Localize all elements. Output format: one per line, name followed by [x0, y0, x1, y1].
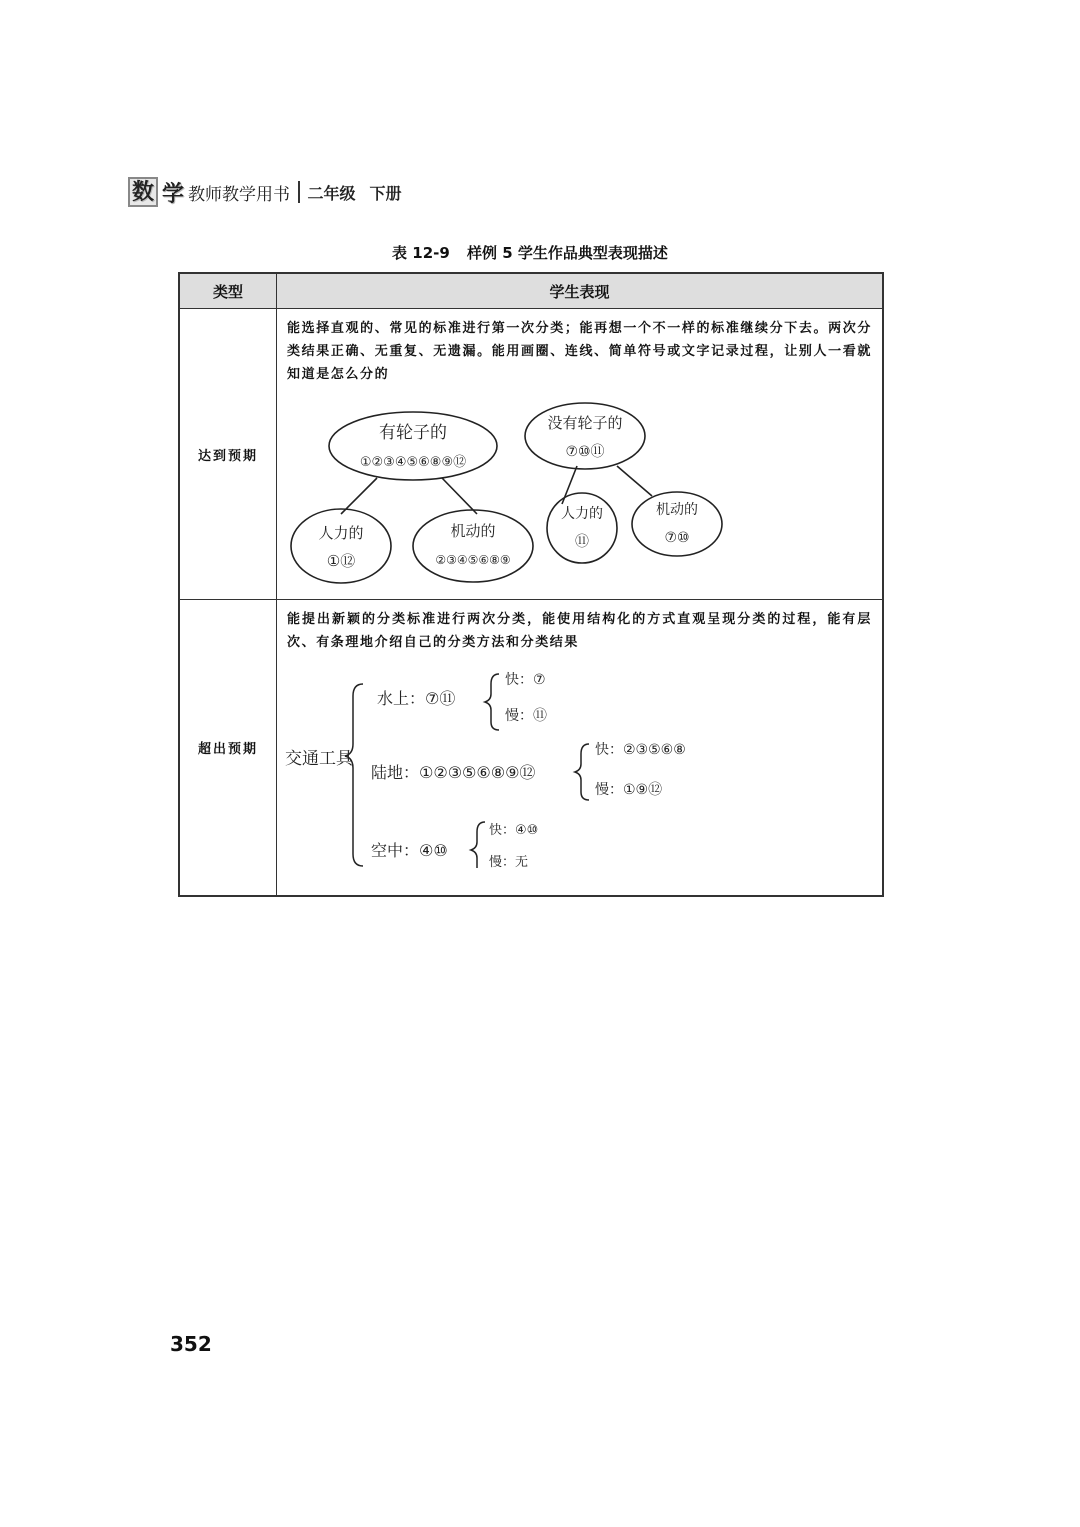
- items-no-wheels: ⑦⑩⑪: [565, 444, 605, 460]
- page-number: 352: [170, 1332, 212, 1356]
- label-air-slow: 慢：无: [489, 855, 529, 870]
- volume-label: 下册: [369, 183, 402, 203]
- subject-char-2: 学: [162, 180, 185, 207]
- subject-char-1: 数: [128, 177, 158, 207]
- row-description: 能选择直观的、常见的标准进行第一次分类；能再想一个不一样的标准继续分下去。两次分类结果正确、无重复、无遗漏。能用画圈、连线、简单符号或文字记录过程，让别人一看就知道是怎么分的: [287, 321, 872, 382]
- label-land-fast: 快：②③⑤⑥⑧: [595, 742, 686, 758]
- label-motorized-b: 机动的: [656, 502, 698, 518]
- table-row: [179, 309, 883, 600]
- label-water-slow: 慢：⑪: [505, 708, 547, 724]
- table-row: [179, 600, 883, 896]
- label-transport-root: 交通工具: [285, 749, 353, 769]
- performance-cell: [277, 309, 884, 600]
- classification-tree-drawing: [277, 386, 877, 586]
- table-number: 表 12-9: [392, 244, 450, 262]
- brace-classification-drawing: [277, 654, 877, 874]
- performance-cell: [277, 600, 884, 896]
- label-has-wheels: 有轮子的: [379, 423, 447, 443]
- label-air: 空中：④⑩: [371, 841, 448, 860]
- table-header-row: [179, 273, 883, 309]
- items-motorized-a: ②③④⑤⑥⑧⑨: [435, 553, 511, 567]
- label-human-powered-b: 人力的: [561, 506, 603, 522]
- type-exceeds-expectation: 超出预期: [179, 600, 277, 896]
- grade-label: 二年级: [307, 183, 356, 203]
- header-type: 类型: [179, 273, 277, 309]
- running-header: [128, 176, 402, 208]
- book-title: 教师教学用书: [188, 184, 291, 205]
- items-human-powered-b: ⑪: [575, 534, 589, 550]
- label-water-fast: 快：⑦: [505, 672, 546, 688]
- label-no-wheels: 没有轮子的: [547, 414, 623, 432]
- items-has-wheels: ①②③④⑤⑥⑧⑨⑫: [359, 455, 467, 470]
- type-meets-expectation: 达到预期: [179, 309, 277, 600]
- table-caption: [0, 242, 1060, 263]
- header-divider: [298, 181, 300, 203]
- table-title: 样例 5 学生作品典型表现描述: [467, 244, 668, 262]
- performance-table: [178, 272, 884, 897]
- label-motorized-a: 机动的: [450, 522, 496, 540]
- label-air-fast: 快：④⑩: [489, 823, 539, 838]
- header-performance: 学生表现: [277, 273, 884, 309]
- row-description: 能提出新颖的分类标准进行两次分类，能使用结构化的方式直观呈现分类的过程，能有层次、有条理地介绍自己的分类方法和分类结果: [287, 612, 872, 650]
- label-land: 陆地：①②③⑤⑥⑧⑨⑫: [371, 763, 536, 782]
- subject-logo: [128, 177, 184, 208]
- items-human-powered-a: ①⑫: [326, 552, 356, 570]
- label-water: 水上：⑦⑪: [377, 689, 456, 708]
- label-land-slow: 慢：①⑨⑫: [595, 782, 663, 798]
- items-motorized-b: ⑦⑩: [664, 530, 690, 546]
- label-human-powered-a: 人力的: [318, 524, 364, 542]
